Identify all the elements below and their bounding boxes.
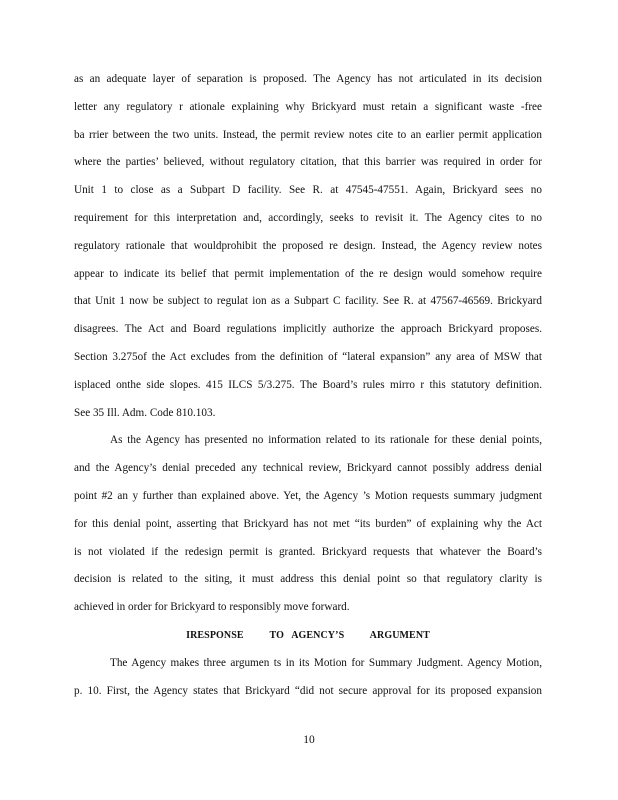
text-line: isplaced onthe side slopes. 415 ILCS 5/3.275. The Board’s rules mirro r this statutory definition. (74, 378, 542, 391)
text-line: point #2 an y further than explained above. Yet, the Agency ’s Motion requests summary judgment (74, 489, 542, 502)
text-line: Unit 1 to close as a Subpart D facility. See R. at 47545-47551. Again, Brickyard sees no (74, 184, 542, 197)
body-text (74, 66, 542, 705)
text-line: disagrees. The Act and Board regulations implicitly authorize the approach Brickyard proposes. (74, 323, 542, 336)
text-line: As the Agency has presented no information related to its rationale for these denial points, (110, 434, 542, 447)
section-heading: IRESPONSE TO AGENCY’S ARGUMENT (186, 629, 430, 641)
text-line: requirement for this interpretation and, accordingly, seeks to revisit it. The Agency cites to no (74, 211, 542, 224)
text-line: See 35 Ill. Adm. Code 810.103. (74, 406, 216, 419)
text-line: is not violated if the redesign permit is granted. Brickyard requests that whatever the Board’s (74, 545, 542, 558)
text-line: ba rrier between the two units. Instead, the permit review notes cite to an earlier permit application (74, 128, 542, 141)
text-line: p. 10. First, the Agency states that Brickyard “did not secure approval for its proposed expansion (74, 684, 542, 697)
text-line: decision is related to the siting, it must address this denial point so that regulatory clarity is (74, 573, 542, 586)
page-number: 10 (303, 734, 315, 746)
text-line: regulatory rationale that wouldprohibit the proposed re design. Instead, the Agency review notes (74, 239, 542, 252)
text-line: as an adequate layer of separation is proposed. The Agency has not articulated in its decision (74, 73, 542, 85)
text-line: The Agency makes three argumen ts in its Motion for Summary Judgment. Agency Motion, (110, 656, 542, 669)
text-line: letter any regulatory r ationale explaining why Brickyard must retain a significant waste -free (74, 100, 542, 113)
text-line: where the parties’ believed, without regulatory citation, that this barrier was required in order for (74, 156, 542, 169)
text-line: for this denial point, asserting that Brickyard has not met “its burden” of explaining why the Act (74, 517, 542, 530)
text-line: that Unit 1 now be subject to regulat ion as a Subpart C facility. See R. at 47567-46569. Brickyard (74, 295, 542, 308)
text-line: and the Agency’s denial preceded any technical review, Brickyard cannot possibly address denial (74, 462, 542, 475)
text-line: achieved in order for Brickyard to responsibly move forward. (74, 601, 350, 614)
text-line: Section 3.275of the Act excludes from the definition of “lateral expansion” any area of MSW that (74, 350, 542, 363)
text-line: appear to indicate its belief that permit implementation of the re design would somehow require (74, 267, 542, 280)
